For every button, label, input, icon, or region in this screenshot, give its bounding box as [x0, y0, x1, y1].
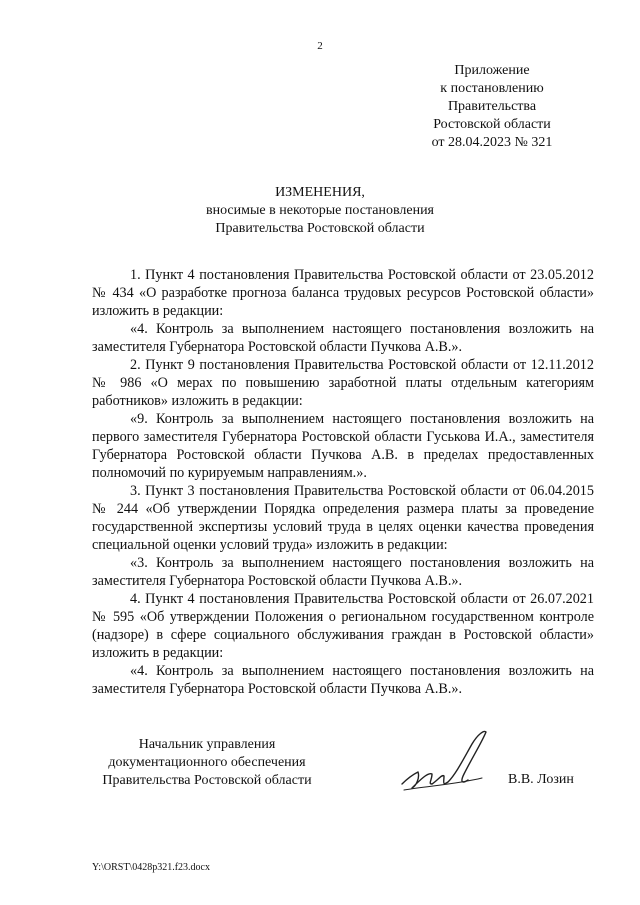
- page-number: 2: [317, 40, 323, 52]
- appendix-block: [402, 62, 582, 152]
- amendment-quote: «9. Контроль за выполнением настоящего постановления возложить на первого заместителя Губернатора Ростовской области Гуськова И.А., заместителя Губернатора Ростовской области Пучкова А.В. в пределах предоставленных полномочий по курируемым направлениям.».: [92, 411, 594, 481]
- amendment-paragraph: 4. Пункт 4 постановления Правительства Ростовской области от 26.07.2021 № 595 «Об утверждении Положения о региональном государственном контроле (надзоре) в сфере социального обслуживания граждан в Ростовской области» изложить в редакции:: [92, 591, 594, 661]
- appendix-line: Приложение: [454, 63, 530, 78]
- appendix-line: Ростовской области: [433, 117, 551, 132]
- amendment-quote: «3. Контроль за выполнением настоящего постановления возложить на заместителя Губернатора Ростовской области Пучкова А.В.».: [92, 555, 594, 589]
- handwritten-signature: [398, 728, 498, 800]
- signer-position-line: документационного обеспечения: [108, 755, 306, 770]
- appendix-line: Правительства: [447, 99, 537, 114]
- amendment-paragraph: 3. Пункт 3 постановления Правительства Ростовской области от 06.04.2015 № 244 «Об утверждении Порядка определения размера платы за проведение государственной экспертизы условий труда в целях оценки качества проведения специальной оценки условий труда» изложить в редакции:: [92, 483, 594, 553]
- document-heading: [0, 184, 640, 238]
- appendix-line: к постановлению: [440, 81, 544, 96]
- signer-position: [92, 736, 322, 790]
- heading-subtitle: вносимые в некоторые постановления: [205, 203, 434, 218]
- amendment-paragraph: 1. Пункт 4 постановления Правительства Ростовской области от 23.05.2012 № 434 «О разработке прогноза баланса трудовых ресурсов Ростовской области» изложить в редакции:: [92, 267, 594, 319]
- appendix-line: от 28.04.2023 № 321: [431, 135, 553, 150]
- amendment-quote: «4. Контроль за выполнением настоящего постановления возложить на заместителя Губернатора Ростовской области Пучкова А.В.».: [92, 321, 594, 355]
- file-path-footer: Y:\ORST\0428p321.f23.docx: [92, 862, 210, 873]
- signer-position-line: Правительства Ростовской области: [102, 773, 312, 788]
- document-body: [92, 266, 594, 698]
- heading-subtitle: Правительства Ростовской области: [215, 221, 425, 236]
- amendment-quote: «4. Контроль за выполнением настоящего постановления возложить на заместителя Губернатора Ростовской области Пучкова А.В.».: [92, 663, 594, 697]
- heading-title: ИЗМЕНЕНИЯ,: [275, 185, 365, 200]
- signer-position-line: Начальник управления: [138, 737, 276, 752]
- amendment-paragraph: 2. Пункт 9 постановления Правительства Ростовской области от 12.11.2012 № 986 «О мерах по повышению заработной платы отдельным категориям работников» изложить в редакции:: [92, 357, 594, 409]
- signer-name: В.В. Лозин: [508, 772, 574, 787]
